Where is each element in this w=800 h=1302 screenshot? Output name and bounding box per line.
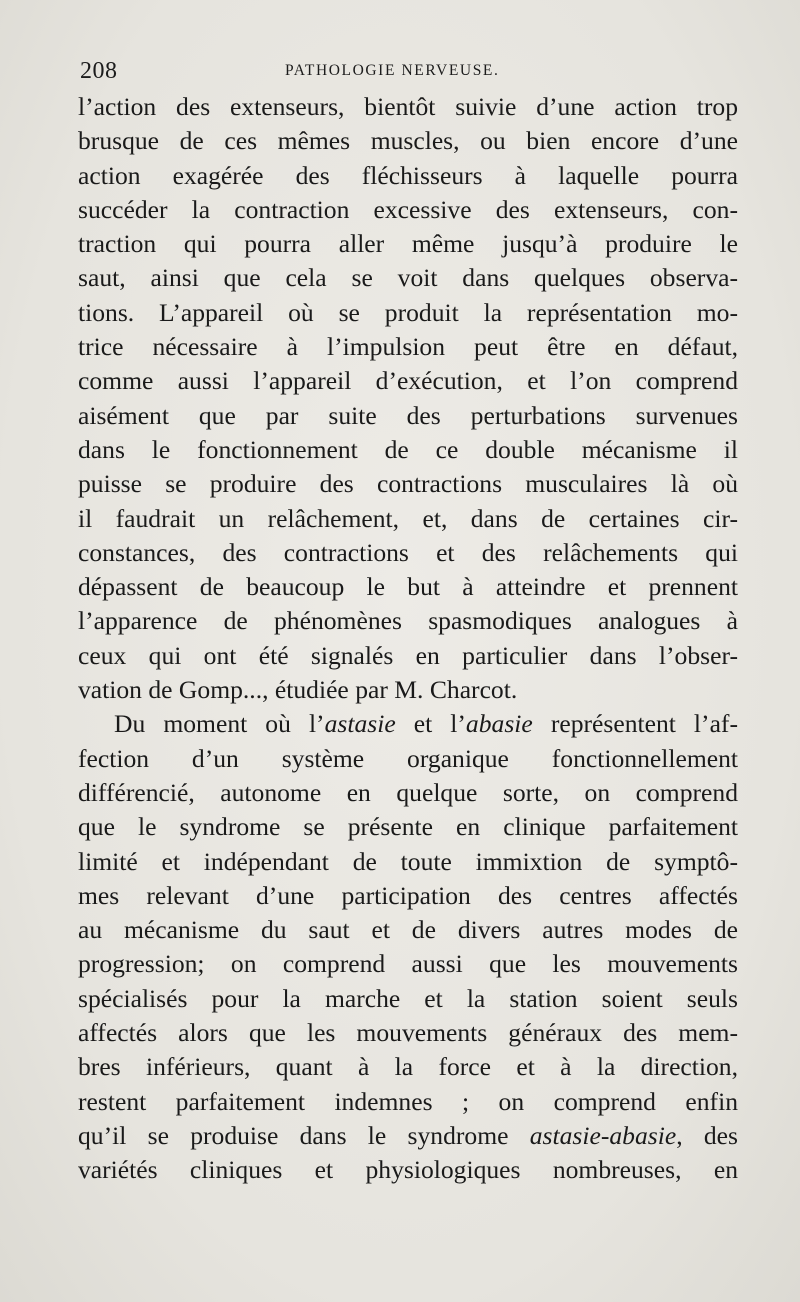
text-line: spécialisés pour la marche et la station soient seuls <box>78 983 738 1013</box>
text-line: limité et indépendant de toute immixtion de symptô- <box>78 846 738 876</box>
text-line: différencié, autonome en quelque sorte, on comprend <box>78 777 738 807</box>
text-line: l’action des extenseurs, bientôt suivie d’une action trop <box>78 92 738 121</box>
text-line: fection d’un système organique fonctionnellement <box>78 743 738 773</box>
italic-term-astasie: astasie <box>324 709 396 739</box>
text-line: aisément que par suite des perturbations survenues <box>78 400 738 430</box>
text-line: brusque de ces mêmes muscles, ou bien encore d’une <box>78 126 738 156</box>
text-line: au mécanisme du saut et de divers autres modes de <box>78 915 738 945</box>
text-line: il faudrait un relâchement, et, dans de certaines cir- <box>78 503 738 533</box>
text-line: variétés cliniques et physiologiques nombreuses, en <box>78 1155 738 1185</box>
text-line: que le syndrome se présente en clinique parfaitement <box>78 812 738 842</box>
paragraph-1 <box>78 90 738 707</box>
text-line: restent parfaitement indemnes ; on comprend enfin <box>78 1086 738 1116</box>
text-line <box>78 1119 738 1153</box>
paragraph-2 <box>78 707 738 1187</box>
text-line: bres inférieurs, quant à la force et à la direction, <box>78 1052 738 1082</box>
text-line: succéder la contraction excessive des extenseurs, con- <box>78 194 738 224</box>
text-line: mes relevant d’une participation des centres affectés <box>78 880 738 910</box>
text-line: progression; on comprend aussi que les mouvements <box>78 949 738 979</box>
page-number: 208 <box>80 58 118 84</box>
text-line: l’apparence de phénomènes spasmodiques analogues à <box>78 606 738 636</box>
text-line: trice nécessaire à l’impulsion peut être en défaut, <box>78 332 738 362</box>
text-run: qu’il se produise dans le syndrome <box>78 1120 530 1150</box>
text-line <box>78 707 738 741</box>
text-line: dans le fonctionnement de ce double mécanisme il <box>78 434 738 464</box>
text-run: représentent l’af- <box>532 709 738 739</box>
body-text <box>78 90 738 1188</box>
text-line: comme aussi l’appareil d’exécution, et l’on comprend <box>78 366 738 396</box>
text-line: ceux qui ont été signalés en particulier dans l’obser- <box>78 640 738 670</box>
text-run: et l’ <box>395 709 466 739</box>
running-head: PATHOLOGIE NERVEUSE. <box>285 62 500 79</box>
text-line: dépassent de beaucoup le but à atteindre et prennent <box>78 572 738 602</box>
italic-term-astasie-abasie: astasie-abasie <box>529 1120 677 1150</box>
text-line: tions. L’appareil où se produit la représentation mo- <box>78 297 738 327</box>
text-run: , des <box>676 1120 738 1150</box>
text-line: action exagérée des fléchisseurs à laquelle pourra <box>78 160 738 190</box>
text-line: affectés alors que les mouvements généraux des mem- <box>78 1018 738 1048</box>
text-run: Du moment où l’ <box>114 709 325 739</box>
text-line: constances, des contractions et des relâchements qui <box>78 537 738 567</box>
text-line: puisse se produire des contractions musculaires là où <box>78 469 738 499</box>
text-line: saut, ainsi que cela se voit dans quelques observa- <box>78 263 738 293</box>
page-header <box>80 58 740 88</box>
text-line: traction qui pourra aller même jusqu’à produire le <box>78 229 738 259</box>
italic-term-abasie: abasie <box>465 709 533 739</box>
text-line: vation de Gomp..., étudiée par M. Charcot. <box>78 675 518 705</box>
